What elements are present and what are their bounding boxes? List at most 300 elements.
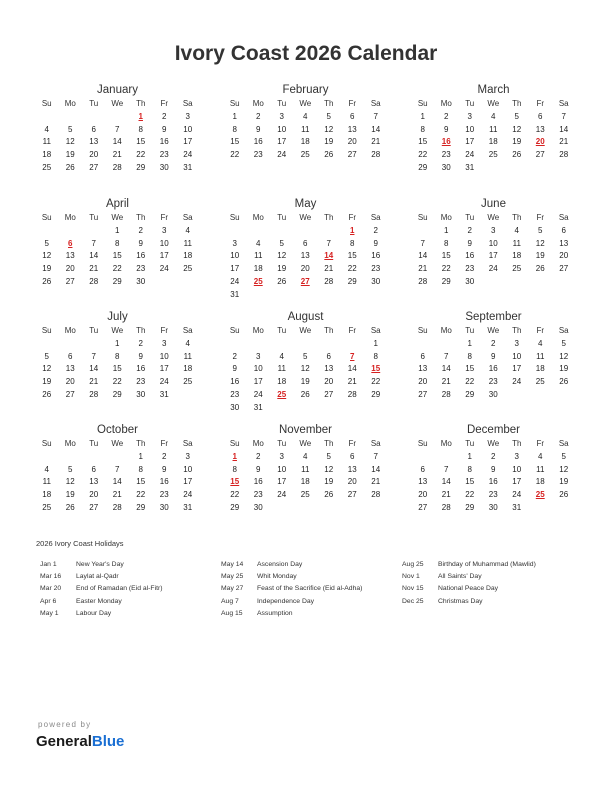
date-cell: 16 <box>465 251 475 261</box>
date-cell: 27 <box>65 276 75 286</box>
date-cell: 22 <box>465 490 475 500</box>
holiday-name: New Year's Day <box>76 561 124 568</box>
date-cell: 17 <box>159 251 169 261</box>
holiday-row <box>221 608 362 620</box>
month-name: March <box>477 84 510 96</box>
date-cell: 2 <box>467 225 472 235</box>
day-header: Sa <box>558 326 569 335</box>
date-cell: 30 <box>159 502 169 512</box>
empty-cell <box>82 225 106 238</box>
date-cell: 31 <box>159 389 169 399</box>
date-cell: 23 <box>371 264 381 274</box>
month-name: January <box>97 84 138 96</box>
day-header: Th <box>136 213 146 222</box>
day-header: Tu <box>277 213 287 222</box>
date-cell: 9 <box>491 464 496 474</box>
date-cell: 22 <box>136 490 146 500</box>
date-cell: 2 <box>256 111 261 121</box>
holiday-name: Easter Monday <box>76 597 122 605</box>
day-header: Tu <box>277 326 287 335</box>
date-cell: 18 <box>488 137 498 147</box>
day-header: Sa <box>370 326 381 335</box>
date-cell: 24 <box>465 150 475 160</box>
date-cell: 11 <box>42 477 51 487</box>
holiday-date: 7 <box>350 351 355 361</box>
holiday-date-label: Jan 1 <box>40 561 57 568</box>
date-cell: 29 <box>112 276 122 286</box>
date-cell: 1 <box>420 111 425 121</box>
date-cell: 20 <box>324 377 334 387</box>
date-cell: 7 <box>420 238 425 248</box>
date-cell: 21 <box>371 137 381 147</box>
date-cell: 2 <box>162 111 167 121</box>
date-cell: 1 <box>115 225 120 235</box>
date-cell: 19 <box>324 477 334 487</box>
date-cell: 17 <box>183 477 193 487</box>
month-day-grid <box>223 438 388 515</box>
date-cell: 17 <box>512 477 522 487</box>
holiday-name: Labour Day <box>76 609 112 617</box>
day-header: Th <box>136 326 146 335</box>
date-cell: 9 <box>467 238 472 248</box>
date-cell: 5 <box>68 464 73 474</box>
date-cell: 12 <box>42 251 52 261</box>
date-cell: 24 <box>183 490 193 500</box>
holiday-date-label: Dec 25 <box>402 597 424 605</box>
date-cell: 18 <box>535 364 545 374</box>
date-cell: 6 <box>350 111 355 121</box>
date-cell: 20 <box>347 477 357 487</box>
empty-cell <box>411 338 435 351</box>
day-header: Mo <box>440 439 452 448</box>
date-cell: 24 <box>512 377 522 387</box>
date-cell: 8 <box>420 124 425 134</box>
date-cell: 6 <box>350 451 355 461</box>
date-cell: 1 <box>444 225 449 235</box>
date-cell: 8 <box>444 238 449 248</box>
date-cell: 22 <box>112 264 122 274</box>
date-cell: 23 <box>441 150 451 160</box>
date-cell: 30 <box>488 502 498 512</box>
day-header: We <box>299 439 312 448</box>
holiday-row <box>402 583 536 595</box>
date-cell: 31 <box>253 402 263 412</box>
date-cell: 11 <box>489 124 498 134</box>
date-cell: 30 <box>159 162 169 172</box>
date-cell: 6 <box>303 238 308 248</box>
date-cell: 2 <box>232 351 237 361</box>
date-cell: 22 <box>112 377 122 387</box>
date-cell: 25 <box>488 150 498 160</box>
day-header: Su <box>229 213 240 222</box>
date-cell: 31 <box>183 162 193 172</box>
holiday-date-label: Nov 15 <box>402 585 424 593</box>
date-cell: 13 <box>535 124 545 134</box>
date-cell: 27 <box>65 389 75 399</box>
date-cell: 21 <box>112 150 122 160</box>
holiday-date-label: Aug 25 <box>402 561 424 568</box>
date-cell: 17 <box>230 264 240 274</box>
date-cell: 29 <box>465 389 475 399</box>
holiday-date-label: May 14 <box>221 561 244 568</box>
date-cell: 30 <box>488 389 498 399</box>
date-cell: 29 <box>441 276 451 286</box>
day-header: Mo <box>252 213 264 222</box>
date-cell: 1 <box>232 111 237 121</box>
date-cell: 2 <box>491 338 496 348</box>
date-cell: 5 <box>68 124 73 134</box>
date-cell: 21 <box>559 137 569 147</box>
day-header: We <box>111 99 124 108</box>
month-name: August <box>287 311 324 323</box>
holiday-row <box>40 608 163 620</box>
date-cell: 8 <box>467 351 472 361</box>
date-cell: 11 <box>512 238 521 248</box>
month-september <box>411 309 576 402</box>
day-header: Mo <box>64 213 76 222</box>
date-cell: 26 <box>277 276 287 286</box>
date-cell: 30 <box>253 502 263 512</box>
date-cell: 11 <box>183 351 192 361</box>
holiday-column <box>221 559 362 620</box>
date-cell: 19 <box>512 137 522 147</box>
day-header: Th <box>136 99 146 108</box>
date-cell: 16 <box>159 137 169 147</box>
date-cell: 7 <box>444 351 449 361</box>
date-cell: 23 <box>488 490 498 500</box>
holiday-date: 16 <box>441 137 451 147</box>
date-cell: 29 <box>230 502 240 512</box>
date-cell: 10 <box>183 464 193 474</box>
day-header: Sa <box>558 213 569 222</box>
holiday-name: National Peace Day <box>438 585 499 593</box>
date-cell: 4 <box>303 451 308 461</box>
date-cell: 18 <box>183 251 193 261</box>
date-cell: 14 <box>441 364 451 374</box>
month-day-grid <box>411 212 576 289</box>
date-cell: 1 <box>138 451 143 461</box>
date-cell: 21 <box>418 264 428 274</box>
month-june <box>411 196 576 289</box>
date-cell: 25 <box>42 502 52 512</box>
holiday-name: Whit Monday <box>257 573 297 581</box>
holiday-date: 25 <box>277 389 287 399</box>
date-cell: 12 <box>300 364 310 374</box>
date-cell: 6 <box>91 124 96 134</box>
day-header: Fr <box>348 326 357 335</box>
date-cell: 9 <box>138 351 143 361</box>
date-cell: 16 <box>159 477 169 487</box>
day-header: Tu <box>89 99 99 108</box>
date-cell: 19 <box>65 490 75 500</box>
day-header: Mo <box>440 326 452 335</box>
date-cell: 25 <box>183 264 193 274</box>
date-cell: 6 <box>420 464 425 474</box>
date-cell: 25 <box>183 377 193 387</box>
date-cell: 28 <box>89 276 99 286</box>
date-cell: 17 <box>465 137 475 147</box>
date-cell: 26 <box>42 389 52 399</box>
date-cell: 7 <box>373 451 378 461</box>
date-cell: 5 <box>514 111 519 121</box>
day-header: Mo <box>64 326 76 335</box>
date-cell: 10 <box>277 464 287 474</box>
date-cell: 26 <box>65 162 75 172</box>
date-cell: 27 <box>418 502 428 512</box>
day-header: Mo <box>440 213 452 222</box>
empty-cell <box>270 338 294 351</box>
empty-cell <box>35 111 59 124</box>
date-cell: 28 <box>324 276 334 286</box>
date-cell: 12 <box>535 238 545 248</box>
date-cell: 3 <box>279 451 284 461</box>
date-cell: 18 <box>535 477 545 487</box>
date-cell: 17 <box>159 364 169 374</box>
date-cell: 10 <box>465 124 475 134</box>
holiday-date: 1 <box>138 111 143 121</box>
date-cell: 30 <box>136 389 146 399</box>
month-day-grid <box>35 438 200 515</box>
date-cell: 1 <box>115 338 120 348</box>
date-cell: 19 <box>559 364 569 374</box>
date-cell: 15 <box>136 477 146 487</box>
day-header: We <box>299 326 312 335</box>
date-cell: 11 <box>254 251 263 261</box>
date-cell: 3 <box>162 225 167 235</box>
day-header: Mo <box>440 99 452 108</box>
date-cell: 2 <box>256 451 261 461</box>
date-cell: 4 <box>279 351 284 361</box>
empty-cell <box>59 225 83 238</box>
day-header: Fr <box>536 213 545 222</box>
holiday-row <box>40 559 163 571</box>
month-name: December <box>466 424 521 436</box>
day-header: Sa <box>182 326 193 335</box>
day-header: Tu <box>89 213 99 222</box>
empty-cell <box>35 451 59 464</box>
empty-cell <box>270 225 294 238</box>
date-cell: 20 <box>418 490 428 500</box>
date-cell: 3 <box>232 238 237 248</box>
date-cell: 23 <box>159 150 169 160</box>
date-cell: 27 <box>535 150 545 160</box>
day-header: Sa <box>182 213 193 222</box>
date-cell: 21 <box>371 477 381 487</box>
date-cell: 2 <box>138 338 143 348</box>
date-cell: 2 <box>162 451 167 461</box>
date-cell: 2 <box>373 225 378 235</box>
date-cell: 17 <box>183 137 193 147</box>
date-cell: 8 <box>232 464 237 474</box>
months-grid <box>35 82 580 522</box>
empty-cell <box>411 225 435 238</box>
date-cell: 18 <box>253 264 263 274</box>
date-cell: 21 <box>89 264 99 274</box>
date-cell: 9 <box>162 124 167 134</box>
empty-cell <box>317 338 341 351</box>
date-cell: 24 <box>253 389 263 399</box>
date-cell: 6 <box>538 111 543 121</box>
date-cell: 26 <box>324 150 334 160</box>
date-cell: 6 <box>326 351 331 361</box>
date-cell: 10 <box>159 238 169 248</box>
date-cell: 4 <box>44 464 49 474</box>
date-cell: 23 <box>159 490 169 500</box>
month-day-grid <box>35 325 200 402</box>
date-cell: 19 <box>277 264 287 274</box>
generalblue-logo[interactable] <box>36 733 124 750</box>
date-cell: 13 <box>347 124 357 134</box>
date-cell: 12 <box>559 464 569 474</box>
holiday-name: Ascension Day <box>257 561 303 568</box>
date-cell: 30 <box>441 162 451 172</box>
empty-cell <box>294 338 318 351</box>
day-header: We <box>487 213 500 222</box>
date-cell: 5 <box>561 451 566 461</box>
date-cell: 20 <box>300 264 310 274</box>
date-cell: 15 <box>136 137 146 147</box>
day-header: Su <box>229 439 240 448</box>
date-cell: 3 <box>491 225 496 235</box>
holiday-date: 15 <box>230 477 240 487</box>
empty-cell <box>247 225 271 238</box>
date-cell: 30 <box>371 276 381 286</box>
date-cell: 7 <box>115 124 120 134</box>
date-cell: 3 <box>279 111 284 121</box>
empty-cell <box>35 338 59 351</box>
day-header: Th <box>324 439 334 448</box>
date-cell: 22 <box>230 490 240 500</box>
date-cell: 4 <box>491 111 496 121</box>
date-cell: 4 <box>185 225 190 235</box>
date-cell: 4 <box>538 451 543 461</box>
date-cell: 17 <box>277 477 287 487</box>
date-cell: 7 <box>326 238 331 248</box>
date-cell: 2 <box>491 451 496 461</box>
holiday-date: 25 <box>253 276 263 286</box>
empty-cell <box>106 111 130 124</box>
date-cell: 1 <box>467 338 472 348</box>
day-header: Sa <box>370 439 381 448</box>
date-cell: 22 <box>418 150 428 160</box>
empty-cell <box>82 451 106 464</box>
date-cell: 27 <box>89 162 99 172</box>
date-cell: 18 <box>300 137 310 147</box>
holiday-row <box>40 583 163 595</box>
month-day-grid <box>35 212 200 289</box>
date-cell: 5 <box>326 451 331 461</box>
date-cell: 16 <box>253 137 263 147</box>
day-header: We <box>299 213 312 222</box>
holiday-date-label: Apr 6 <box>40 597 57 605</box>
holiday-row <box>221 583 362 595</box>
date-cell: 1 <box>373 338 378 348</box>
date-cell: 20 <box>559 251 569 261</box>
date-cell: 11 <box>183 238 192 248</box>
date-cell: 19 <box>300 377 310 387</box>
month-january <box>35 82 200 175</box>
date-cell: 20 <box>65 264 75 274</box>
holiday-name: All Saints' Day <box>438 573 482 581</box>
day-header: Sa <box>370 99 381 108</box>
date-cell: 23 <box>253 490 263 500</box>
date-cell: 27 <box>559 264 569 274</box>
day-header: Fr <box>160 99 169 108</box>
day-header: Sa <box>370 213 381 222</box>
day-header: Mo <box>252 326 264 335</box>
date-cell: 8 <box>138 124 143 134</box>
empty-cell <box>59 451 83 464</box>
day-header: Tu <box>89 326 99 335</box>
date-cell: 5 <box>561 338 566 348</box>
date-cell: 15 <box>465 364 475 374</box>
date-cell: 13 <box>300 251 310 261</box>
day-header: Sa <box>182 439 193 448</box>
holiday-date: 1 <box>350 225 355 235</box>
holiday-row <box>402 571 536 583</box>
date-cell: 27 <box>89 502 99 512</box>
date-cell: 20 <box>89 490 99 500</box>
date-cell: 4 <box>538 338 543 348</box>
date-cell: 15 <box>465 477 475 487</box>
date-cell: 26 <box>559 490 569 500</box>
date-cell: 26 <box>65 502 75 512</box>
day-header: Sa <box>182 99 193 108</box>
date-cell: 14 <box>441 477 451 487</box>
brand-general: General <box>36 733 92 750</box>
day-header: Tu <box>465 326 475 335</box>
date-cell: 6 <box>68 351 73 361</box>
date-cell: 28 <box>371 150 381 160</box>
date-cell: 6 <box>91 464 96 474</box>
date-cell: 18 <box>277 377 287 387</box>
date-cell: 15 <box>112 251 122 261</box>
date-cell: 10 <box>253 364 263 374</box>
date-cell: 19 <box>324 137 334 147</box>
day-header: Tu <box>277 439 287 448</box>
month-name: June <box>481 198 506 210</box>
empty-cell <box>435 338 459 351</box>
date-cell: 15 <box>418 137 428 147</box>
date-cell: 4 <box>256 238 261 248</box>
day-header: Tu <box>465 439 475 448</box>
date-cell: 4 <box>44 124 49 134</box>
date-cell: 3 <box>185 451 190 461</box>
date-cell: 17 <box>488 251 498 261</box>
holiday-date: 6 <box>68 238 73 248</box>
date-cell: 24 <box>159 377 169 387</box>
date-cell: 23 <box>136 377 146 387</box>
date-cell: 2 <box>138 225 143 235</box>
date-cell: 20 <box>347 137 357 147</box>
day-header: We <box>487 99 500 108</box>
date-cell: 9 <box>256 464 261 474</box>
empty-cell <box>411 451 435 464</box>
month-day-grid <box>223 325 388 415</box>
date-cell: 31 <box>512 502 522 512</box>
date-cell: 7 <box>91 351 96 361</box>
day-header: Tu <box>465 213 475 222</box>
holiday-name: Birthday of Muhammad (Mawlid) <box>438 561 536 568</box>
month-november <box>223 422 388 515</box>
date-cell: 18 <box>512 251 522 261</box>
date-cell: 21 <box>441 377 451 387</box>
day-header: Fr <box>160 213 169 222</box>
date-cell: 3 <box>514 338 519 348</box>
date-cell: 29 <box>112 389 122 399</box>
date-cell: 3 <box>514 451 519 461</box>
day-header: Sa <box>558 99 569 108</box>
